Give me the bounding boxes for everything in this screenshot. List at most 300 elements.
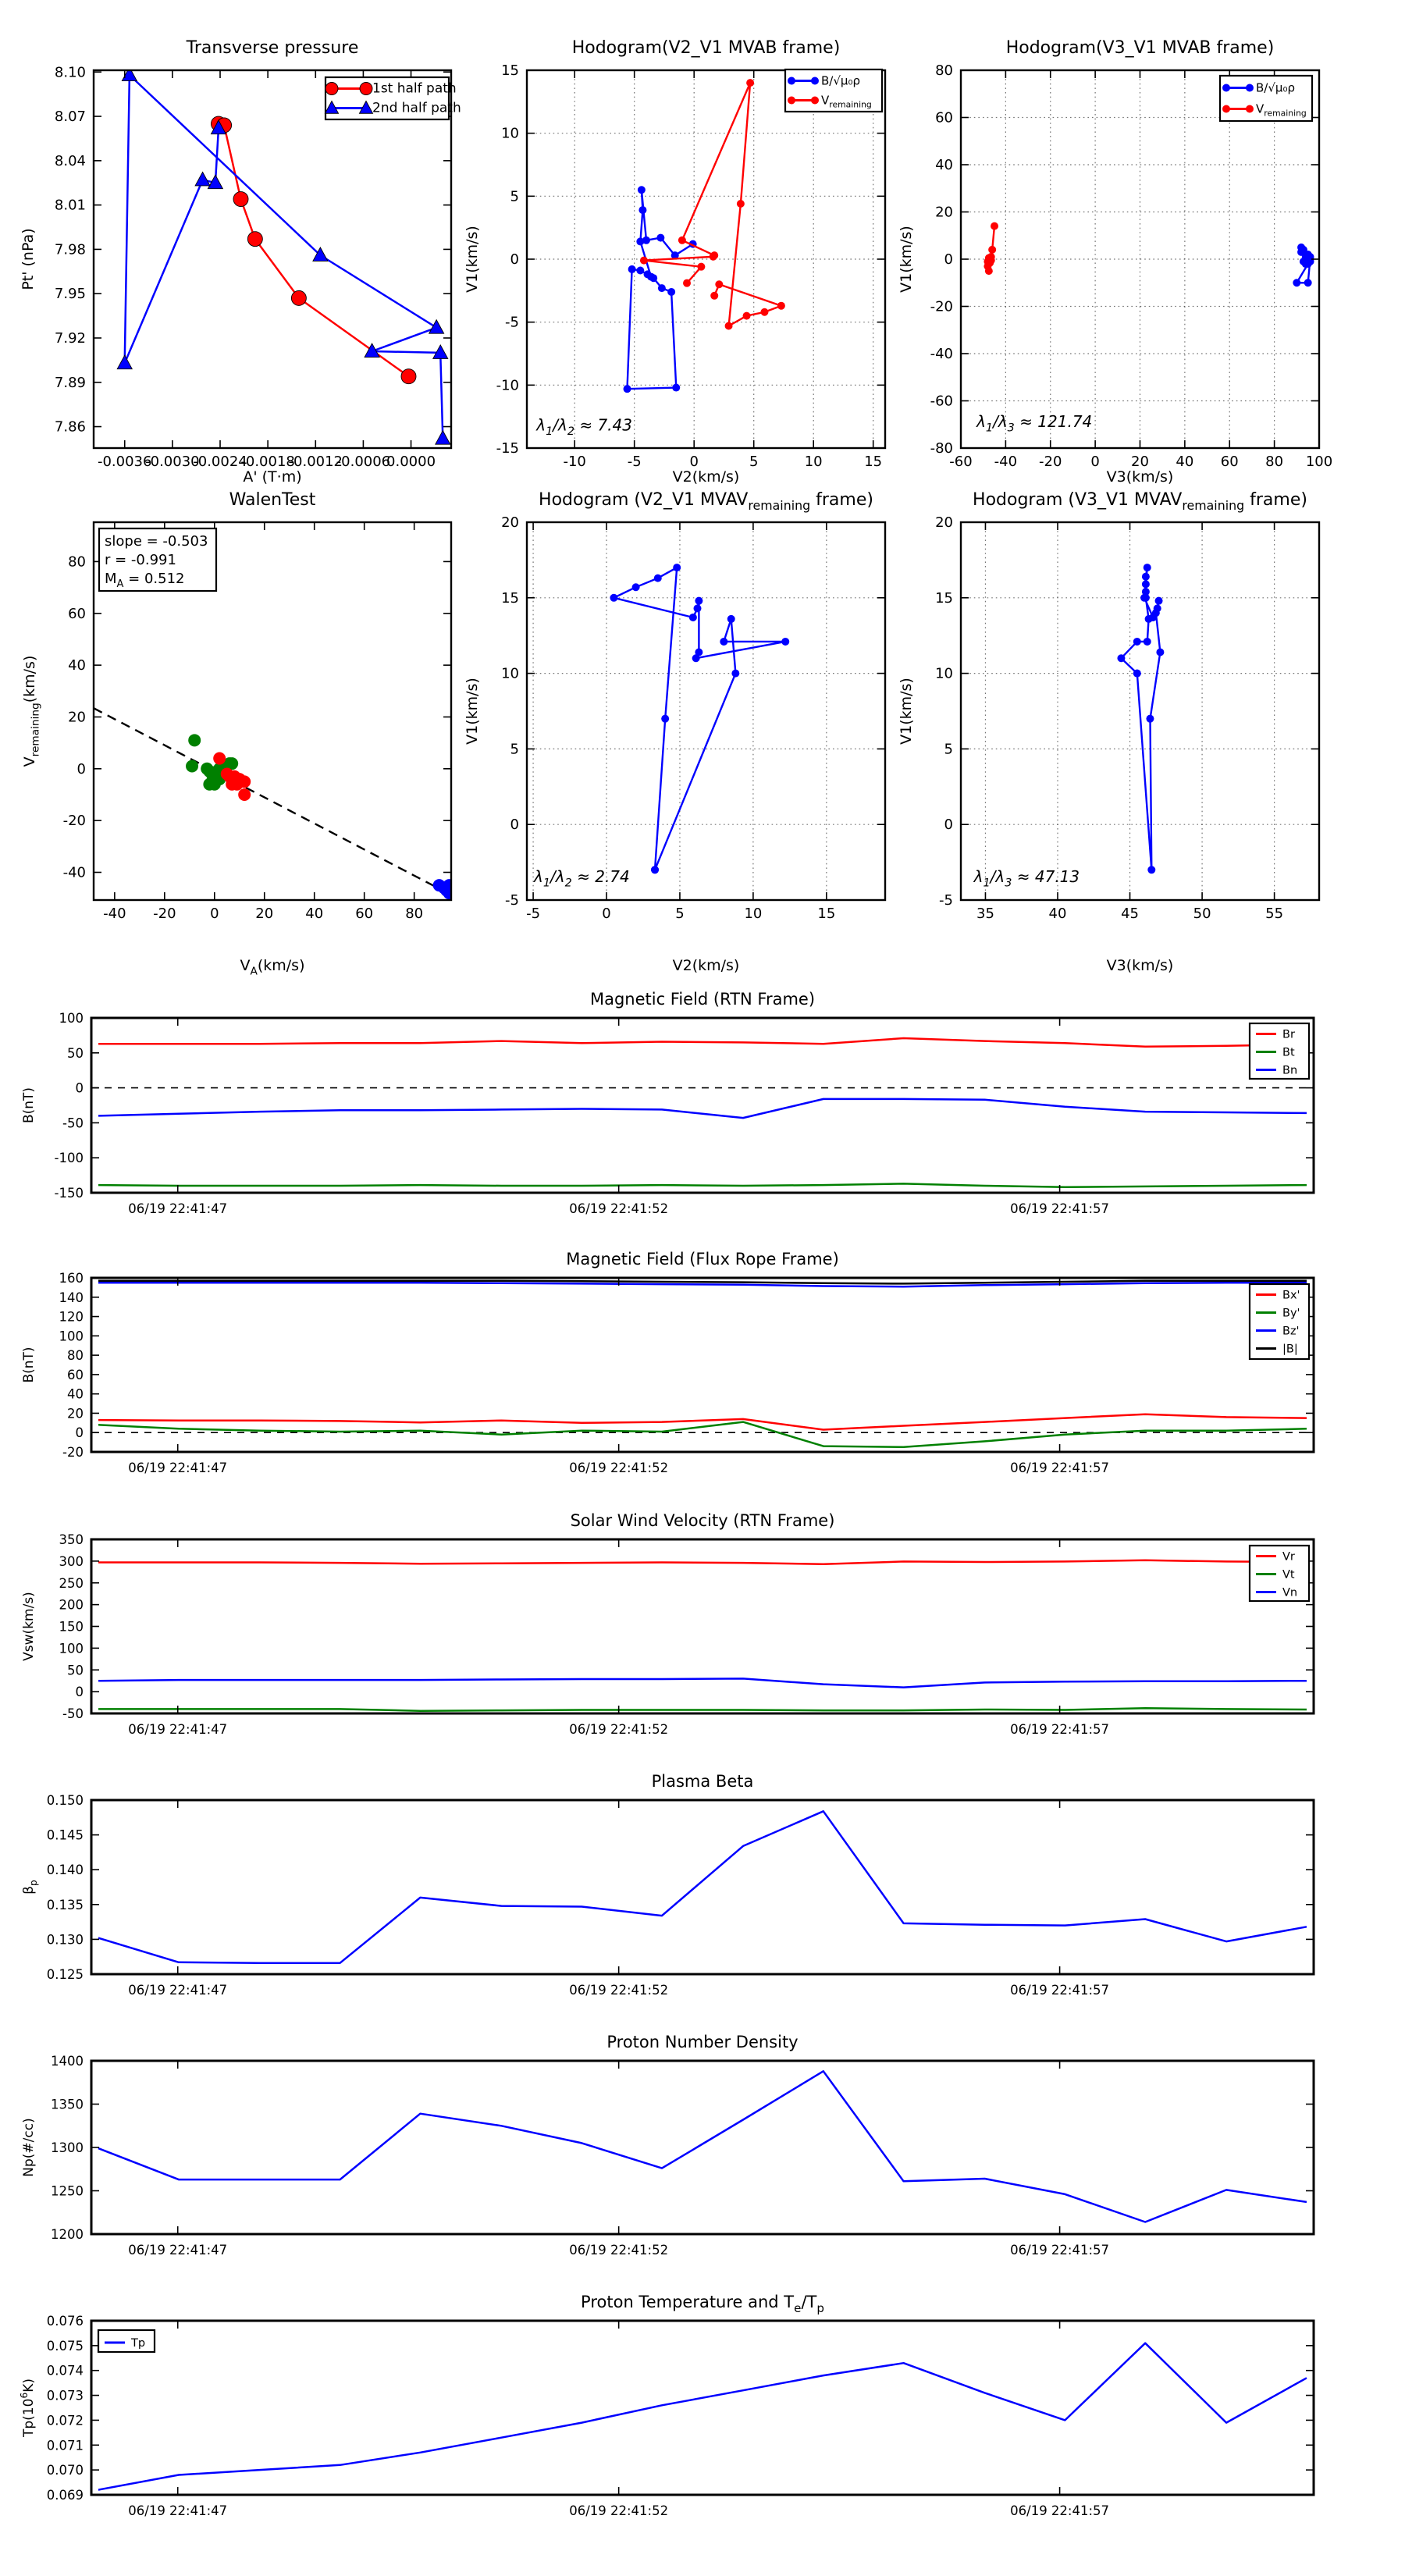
chart-magnetic-field-rtn bbox=[21, 990, 1314, 1216]
y-tick-label: 20 bbox=[67, 1406, 84, 1421]
y-tick-label: 5 bbox=[510, 188, 519, 205]
x-tick-label: -0.0018 bbox=[240, 454, 295, 470]
x-tick-label: 5 bbox=[749, 454, 759, 470]
series-group bbox=[98, 1038, 1307, 1187]
marker bbox=[443, 887, 455, 899]
y-tick-label: -20 bbox=[930, 298, 953, 315]
series-group bbox=[1117, 564, 1164, 873]
y-tick-label: -50 bbox=[62, 1706, 84, 1721]
y-tick-label: 0.140 bbox=[46, 1863, 84, 1878]
y-tick-label: 160 bbox=[59, 1271, 84, 1286]
y-tick-label: 50 bbox=[67, 1045, 84, 1061]
x-tick-label: 06/19 22:41:47 bbox=[128, 2243, 228, 2258]
marker bbox=[1222, 84, 1230, 92]
legend-label: Br bbox=[1282, 1028, 1295, 1041]
legend-label: Bn bbox=[1282, 1064, 1298, 1077]
marker bbox=[985, 267, 993, 275]
y-tick-label: -40 bbox=[62, 864, 86, 881]
y-tick-label: 0 bbox=[944, 251, 953, 268]
series-group bbox=[98, 2071, 1307, 2222]
series-Bt bbox=[98, 1183, 1307, 1187]
marker bbox=[360, 83, 372, 95]
y-tick-label: 7.95 bbox=[54, 286, 86, 303]
x-axis-label: A' (T·m) bbox=[243, 468, 302, 486]
y-axis-label: $V_{remaining}(km/s)$ bbox=[21, 655, 42, 767]
marker bbox=[195, 172, 210, 186]
marker bbox=[788, 97, 795, 105]
x-tick-label: 06/19 22:41:52 bbox=[569, 1722, 669, 1737]
y-axis-label: V1(km/s) bbox=[464, 678, 481, 745]
y-tick-label: 15 bbox=[935, 589, 953, 607]
x-tick-label: 06/19 22:41:47 bbox=[128, 1722, 228, 1737]
y-tick-label: 5 bbox=[510, 741, 519, 758]
info-line: slope = -0.503 bbox=[105, 533, 208, 550]
x-tick-label: 20 bbox=[1131, 454, 1149, 470]
marker bbox=[667, 288, 675, 296]
y-tick-label: -100 bbox=[54, 1151, 84, 1166]
y-tick-label: -80 bbox=[930, 440, 953, 457]
marker bbox=[401, 369, 416, 384]
marker bbox=[760, 308, 768, 316]
marker bbox=[811, 97, 819, 105]
series-Np bbox=[98, 2071, 1307, 2222]
legend-label: $V_{remaining}$ bbox=[821, 93, 872, 110]
marker bbox=[692, 654, 700, 662]
marker bbox=[720, 638, 727, 646]
chart-solar-wind-velocity bbox=[21, 1511, 1314, 1737]
x-tick-label: 06/19 22:41:52 bbox=[569, 2503, 669, 2518]
marker bbox=[1144, 564, 1151, 571]
y-tick-label: 0 bbox=[76, 760, 86, 777]
legend-label: Tp bbox=[131, 2337, 146, 2350]
series-group bbox=[98, 1811, 1307, 1962]
y-tick-label: 7.98 bbox=[54, 241, 86, 258]
y-tick-label: 300 bbox=[59, 1553, 84, 1569]
marker bbox=[624, 385, 631, 393]
y-axis-label: V1(km/s) bbox=[464, 226, 481, 293]
marker bbox=[1133, 670, 1141, 678]
y-tick-label: 20 bbox=[935, 204, 953, 221]
marker bbox=[638, 206, 646, 214]
marker bbox=[743, 312, 751, 320]
y-tick-label: 15 bbox=[501, 62, 519, 79]
legend-box bbox=[98, 2330, 155, 2352]
y-tick-label: -5 bbox=[505, 314, 519, 331]
legend-label: By' bbox=[1282, 1307, 1300, 1320]
y-tick-label: 350 bbox=[59, 1532, 84, 1547]
y-tick-label: 0 bbox=[944, 817, 953, 834]
y-axis-label: Pt' (nPa) bbox=[20, 228, 37, 290]
marker bbox=[725, 322, 733, 330]
x-tick-label: 40 bbox=[305, 906, 324, 922]
marker bbox=[238, 788, 251, 801]
y-tick-label: -5 bbox=[505, 892, 519, 909]
y-tick-label: 0.071 bbox=[46, 2438, 84, 2453]
marker bbox=[1140, 594, 1148, 602]
series-group bbox=[94, 708, 461, 899]
x-axis-label: V2(km/s) bbox=[672, 468, 740, 486]
chart-hodogram-v2v1-mvav bbox=[464, 490, 885, 974]
marker bbox=[291, 290, 306, 305]
y-tick-label: 1250 bbox=[51, 2183, 84, 2199]
marker bbox=[228, 775, 240, 788]
marker bbox=[1155, 597, 1163, 605]
marker bbox=[213, 753, 226, 765]
y-tick-label: 80 bbox=[935, 62, 953, 79]
y-tick-label: 7.89 bbox=[54, 374, 86, 391]
y-tick-label: 0.069 bbox=[46, 2488, 84, 2503]
x-tick-label: 80 bbox=[1265, 454, 1284, 470]
y-tick-label: 5 bbox=[944, 741, 953, 758]
marker bbox=[710, 292, 718, 300]
axes-frame bbox=[91, 2061, 1314, 2234]
y-tick-label: 120 bbox=[59, 1309, 84, 1325]
x-tick-label: -0.0030 bbox=[145, 454, 200, 470]
marker bbox=[1144, 638, 1151, 646]
x-tick-label: 06/19 22:41:47 bbox=[128, 2503, 228, 2518]
marker bbox=[654, 575, 662, 582]
legend-label: B/√μ₀ρ bbox=[821, 73, 860, 88]
series-group bbox=[98, 1560, 1307, 1711]
marker bbox=[640, 257, 648, 265]
chart-hodogram-v3v1-mvab bbox=[898, 38, 1332, 486]
x-tick-label: 35 bbox=[976, 906, 994, 922]
legend-label: Bx' bbox=[1282, 1289, 1300, 1302]
x-axis-label: $V_A(km/s)$ bbox=[240, 957, 305, 978]
chart-walen-test bbox=[21, 490, 461, 977]
info-line: r = -0.991 bbox=[105, 552, 176, 568]
y-tick-label: 20 bbox=[935, 514, 953, 531]
y-tick-label: 0 bbox=[510, 251, 519, 268]
y-tick-label: -5 bbox=[939, 892, 953, 909]
y-tick-label: 20 bbox=[68, 709, 86, 726]
y-tick-label: 10 bbox=[935, 665, 953, 682]
series-Vn bbox=[98, 1678, 1307, 1687]
marker bbox=[986, 255, 994, 263]
axes-frame bbox=[94, 70, 451, 448]
x-axis-label: V3(km/s) bbox=[1106, 468, 1174, 486]
axes-frame bbox=[527, 522, 885, 900]
chart-hodogram-v2v1-mvab bbox=[464, 38, 885, 486]
x-tick-label: -20 bbox=[153, 906, 176, 922]
y-tick-label: 0.074 bbox=[46, 2363, 84, 2379]
y-tick-label: 8.04 bbox=[54, 152, 86, 169]
marker bbox=[1152, 609, 1160, 617]
marker bbox=[1117, 654, 1125, 662]
y-tick-label: 80 bbox=[68, 553, 86, 571]
x-tick-label: 06/19 22:41:52 bbox=[569, 2243, 669, 2258]
series-group bbox=[624, 79, 785, 393]
x-tick-label: 15 bbox=[817, 906, 836, 922]
series-2nd half path bbox=[125, 75, 443, 439]
x-tick-label: 0 bbox=[1090, 454, 1100, 470]
marker bbox=[788, 77, 795, 85]
marker bbox=[683, 279, 691, 287]
marker bbox=[710, 251, 718, 259]
marker bbox=[1142, 573, 1150, 581]
y-axis-label: V1(km/s) bbox=[898, 678, 915, 745]
y-tick-label: 40 bbox=[67, 1386, 84, 1402]
marker bbox=[1304, 279, 1312, 286]
y-axis-label: Vsw(km/s) bbox=[21, 1592, 37, 1661]
y-tick-label: 60 bbox=[67, 1367, 84, 1382]
y-axis-label: B(nT) bbox=[21, 1087, 37, 1124]
x-tick-label: -0.0024 bbox=[193, 454, 247, 470]
series-Bz' bbox=[98, 1283, 1307, 1286]
y-tick-label: 100 bbox=[59, 1641, 84, 1656]
x-tick-label: 20 bbox=[255, 906, 274, 922]
y-tick-label: -50 bbox=[62, 1115, 84, 1131]
y-tick-label: 0.145 bbox=[46, 1827, 84, 1843]
x-tick-label: 06/19 22:41:52 bbox=[569, 1461, 669, 1475]
marker bbox=[656, 234, 664, 242]
x-tick-label: 06/19 22:41:57 bbox=[1010, 1201, 1110, 1216]
series-Tp bbox=[98, 2343, 1307, 2490]
marker bbox=[695, 597, 702, 605]
axes-frame bbox=[527, 70, 885, 448]
y-axis-label: Np(#/cc) bbox=[21, 2118, 37, 2177]
legend-label: Vn bbox=[1282, 1586, 1298, 1599]
legend-label: B/√μ₀ρ bbox=[1256, 80, 1295, 95]
chart-title: Hodogram (V3_V1 $MVAV_{remaining}$ frame) bbox=[973, 490, 1307, 514]
y-tick-label: 60 bbox=[935, 109, 953, 126]
marker bbox=[1246, 84, 1254, 92]
y-tick-label: 7.86 bbox=[54, 418, 86, 436]
x-tick-label: 06/19 22:41:47 bbox=[128, 1461, 228, 1475]
marker bbox=[233, 192, 248, 207]
y-tick-label: 1200 bbox=[51, 2227, 84, 2242]
x-tick-label: 06/19 22:41:57 bbox=[1010, 2243, 1110, 2258]
legend-label: Bz' bbox=[1282, 1325, 1300, 1338]
marker bbox=[737, 200, 745, 208]
x-tick-label: 5 bbox=[675, 906, 685, 922]
marker bbox=[1246, 105, 1254, 113]
series-Vr bbox=[98, 1560, 1307, 1564]
legend-label: $V_{remaining}$ bbox=[1256, 101, 1307, 119]
x-tick-label: -60 bbox=[949, 454, 973, 470]
x-tick-label: 06/19 22:41:57 bbox=[1010, 1722, 1110, 1737]
chart-title: Plasma Beta bbox=[651, 1772, 754, 1791]
marker bbox=[658, 284, 666, 292]
marker bbox=[429, 320, 444, 334]
y-tick-label: 1350 bbox=[51, 2097, 84, 2112]
chart-title: Magnetic Field (RTN Frame) bbox=[589, 990, 816, 1009]
info-line: $M_A = 0.512$ bbox=[105, 571, 185, 591]
x-tick-label: 55 bbox=[1265, 906, 1284, 922]
x-tick-label: 60 bbox=[355, 906, 374, 922]
y-axis-label: $Tp(10^6K)$ bbox=[19, 2379, 37, 2437]
y-tick-label: -60 bbox=[930, 393, 953, 410]
legend-label: Vr bbox=[1282, 1550, 1295, 1564]
y-tick-label: 250 bbox=[59, 1575, 84, 1591]
series-group bbox=[117, 67, 450, 444]
axes-frame bbox=[91, 1539, 1314, 1713]
marker bbox=[727, 615, 735, 623]
y-tick-label: -20 bbox=[62, 1445, 84, 1460]
series-group bbox=[610, 564, 789, 873]
x-tick-label: -5 bbox=[627, 454, 642, 470]
y-tick-label: 200 bbox=[59, 1597, 84, 1613]
marker bbox=[1146, 715, 1154, 723]
chart-title: Hodogram(V3_V1 MVAB frame) bbox=[1005, 38, 1275, 58]
y-tick-label: 0.130 bbox=[46, 1932, 84, 1948]
y-tick-label: 80 bbox=[67, 1348, 84, 1364]
y-tick-label: 8.07 bbox=[54, 109, 86, 126]
chart-title: Magnetic Field (Flux Rope Frame) bbox=[566, 1250, 839, 1268]
marker bbox=[325, 83, 338, 95]
x-tick-label: 0 bbox=[210, 906, 219, 922]
chart-title: Proton Number Density bbox=[606, 2033, 799, 2051]
chart-transverse-pressure bbox=[20, 38, 461, 486]
y-tick-label: 0 bbox=[510, 817, 519, 834]
marker bbox=[746, 79, 754, 87]
x-tick-label: 0 bbox=[602, 906, 611, 922]
y-tick-label: 1300 bbox=[51, 2140, 84, 2155]
series-By' bbox=[98, 1422, 1307, 1447]
series-Bn bbox=[98, 1099, 1307, 1118]
x-tick-label: -0.0012 bbox=[288, 454, 343, 470]
marker bbox=[715, 280, 723, 288]
chart-title: WalenTest bbox=[229, 490, 316, 510]
x-tick-label: 40 bbox=[1176, 454, 1194, 470]
marker bbox=[186, 760, 198, 772]
legend-label: Vt bbox=[1282, 1568, 1295, 1582]
x-tick-label: 06/19 22:41:52 bbox=[569, 1983, 669, 1998]
marker bbox=[777, 302, 785, 310]
x-tick-label: 06/19 22:41:57 bbox=[1010, 1461, 1110, 1475]
y-tick-label: 10 bbox=[501, 125, 519, 142]
marker bbox=[1147, 866, 1155, 873]
axes-frame bbox=[91, 1800, 1314, 1974]
marker bbox=[247, 232, 262, 247]
marker bbox=[697, 263, 705, 271]
y-axis-label: B(nT) bbox=[21, 1347, 37, 1383]
marker bbox=[117, 355, 132, 369]
marker bbox=[636, 237, 644, 245]
y-tick-label: 0.135 bbox=[46, 1897, 84, 1912]
y-tick-label: 0.125 bbox=[46, 1967, 84, 1982]
marker bbox=[1297, 248, 1305, 256]
y-tick-label: 0.076 bbox=[46, 2314, 84, 2329]
y-axis-label: V1(km/s) bbox=[898, 226, 915, 293]
marker bbox=[1133, 638, 1141, 646]
x-tick-label: 80 bbox=[405, 906, 424, 922]
x-tick-label: 06/19 22:41:52 bbox=[569, 1201, 669, 1216]
y-tick-label: 0 bbox=[75, 1685, 84, 1700]
y-tick-label: 0.070 bbox=[46, 2463, 84, 2478]
y-tick-label: 50 bbox=[67, 1663, 84, 1678]
x-tick-label: 0.0000 bbox=[386, 454, 436, 470]
marker bbox=[638, 186, 646, 194]
annotation: $\lambda_1/\lambda_2 \approx 2.74$ bbox=[534, 866, 630, 890]
marker bbox=[188, 734, 201, 746]
legend-label: 2nd half path bbox=[372, 100, 461, 116]
y-tick-label: 150 bbox=[59, 1619, 84, 1635]
x-axis-label: V3(km/s) bbox=[1106, 957, 1174, 974]
marker bbox=[649, 274, 657, 282]
marker bbox=[628, 265, 636, 273]
marker bbox=[1293, 279, 1300, 286]
y-tick-label: 1400 bbox=[51, 2054, 84, 2069]
x-tick-label: 50 bbox=[1193, 906, 1211, 922]
marker bbox=[731, 670, 739, 678]
y-tick-label: -15 bbox=[496, 440, 519, 457]
x-tick-label: -40 bbox=[103, 906, 126, 922]
y-tick-label: -10 bbox=[496, 377, 519, 394]
x-tick-label: 06/19 22:41:47 bbox=[128, 1201, 228, 1216]
y-tick-label: 0.075 bbox=[46, 2338, 84, 2354]
annotation: $\lambda_1/\lambda_3 \approx 47.13$ bbox=[973, 866, 1080, 890]
marker bbox=[694, 604, 702, 612]
series-fit-line bbox=[94, 708, 451, 895]
marker bbox=[1142, 580, 1150, 588]
y-tick-label: 10 bbox=[501, 665, 519, 682]
series-group bbox=[98, 2343, 1307, 2490]
y-tick-label: 7.92 bbox=[54, 329, 86, 347]
x-tick-label: 10 bbox=[804, 454, 823, 470]
y-tick-label: -150 bbox=[54, 1186, 84, 1201]
marker bbox=[988, 246, 996, 254]
x-tick-label: 0 bbox=[689, 454, 699, 470]
marker bbox=[436, 431, 450, 445]
y-tick-label: 0 bbox=[75, 1425, 84, 1441]
series-group bbox=[98, 1281, 1307, 1447]
chart-plasma-beta bbox=[21, 1772, 1314, 1998]
series-Br bbox=[98, 1038, 1307, 1047]
x-tick-label: 10 bbox=[744, 906, 763, 922]
x-tick-label: -0.0036 bbox=[97, 454, 152, 470]
chart-title: Hodogram(V2_V1 MVAB frame) bbox=[571, 38, 841, 58]
x-tick-label: -20 bbox=[1039, 454, 1062, 470]
chart-title: Transverse pressure bbox=[186, 38, 359, 58]
x-tick-label: -5 bbox=[526, 906, 541, 922]
marker bbox=[632, 583, 640, 591]
y-tick-label: 20 bbox=[501, 514, 519, 531]
x-tick-label: -0.0006 bbox=[336, 454, 391, 470]
y-tick-label: -40 bbox=[930, 346, 953, 362]
marker bbox=[661, 715, 669, 723]
x-tick-label: 06/19 22:41:57 bbox=[1010, 1983, 1110, 1998]
marker bbox=[811, 77, 819, 85]
y-tick-label: 0.072 bbox=[46, 2413, 84, 2428]
y-tick-label: 0.150 bbox=[46, 1793, 84, 1808]
y-tick-label: 0 bbox=[75, 1080, 84, 1096]
y-axis-label: $\beta_p$ bbox=[21, 1880, 39, 1895]
marker bbox=[636, 267, 644, 275]
y-tick-label: 40 bbox=[68, 657, 86, 674]
marker bbox=[781, 638, 789, 646]
x-tick-label: 45 bbox=[1121, 906, 1139, 922]
marker bbox=[689, 614, 697, 621]
x-tick-label: 40 bbox=[1048, 906, 1067, 922]
legend-label: Bt bbox=[1282, 1046, 1295, 1059]
marker bbox=[678, 237, 686, 244]
series-beta_p bbox=[98, 1811, 1307, 1962]
x-tick-label: 100 bbox=[1305, 454, 1333, 470]
chart-title: Solar Wind Velocity (RTN Frame) bbox=[570, 1511, 835, 1530]
marker bbox=[651, 866, 659, 873]
chart-proton-number-density bbox=[21, 2033, 1314, 2258]
y-tick-label: 0.073 bbox=[46, 2388, 84, 2403]
x-tick-label: 15 bbox=[864, 454, 883, 470]
x-tick-label: 06/19 22:41:57 bbox=[1010, 2503, 1110, 2518]
annotation: $\lambda_1/\lambda_3 \approx 121.74$ bbox=[976, 411, 1093, 435]
chart-title: Proton Temperature and $T_e/T_p$ bbox=[581, 2293, 824, 2315]
y-tick-label: 15 bbox=[501, 589, 519, 607]
y-tick-label: -20 bbox=[62, 813, 86, 830]
y-tick-label: 140 bbox=[59, 1290, 84, 1305]
chart-proton-temperature bbox=[19, 2293, 1314, 2518]
